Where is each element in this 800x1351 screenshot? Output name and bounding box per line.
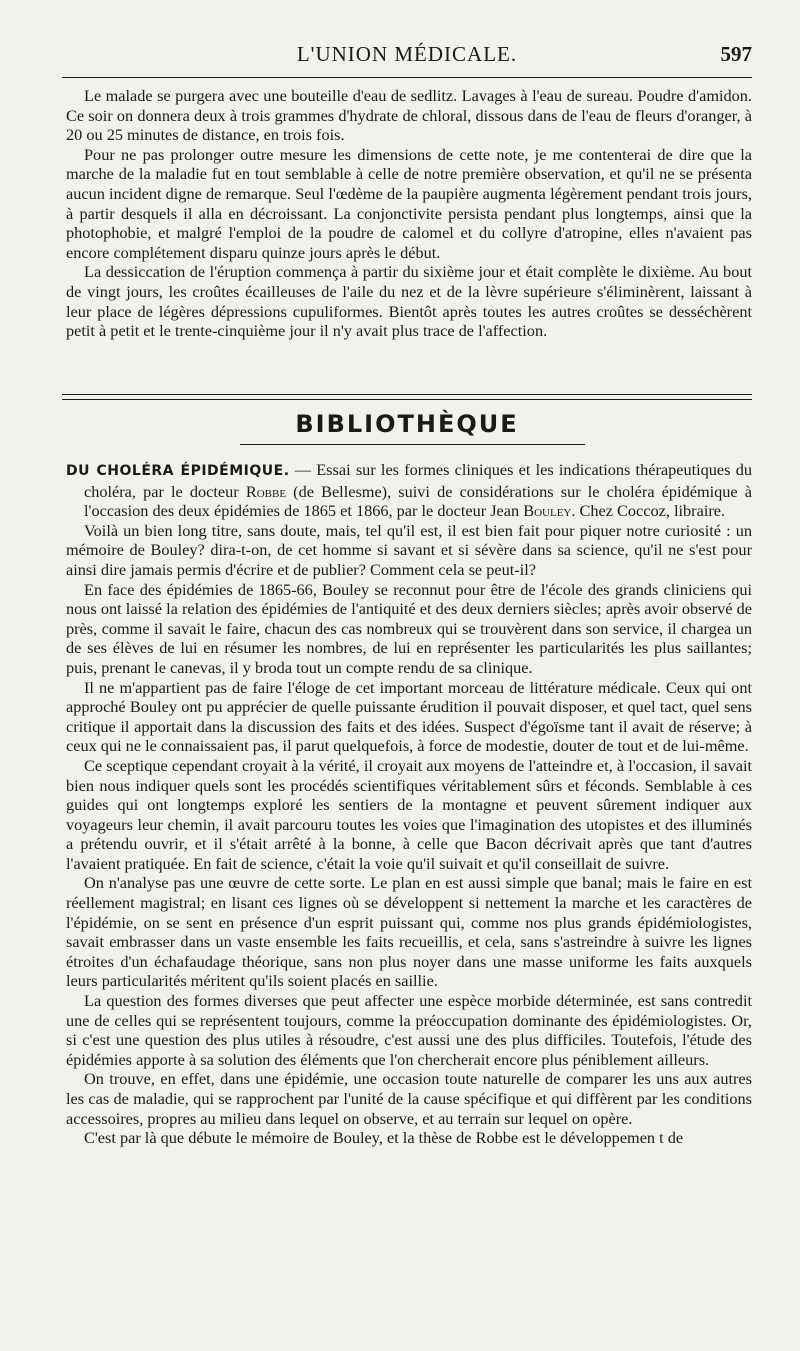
header-rule [62,77,752,78]
review-text-block [66,460,752,1148]
entry-text: (de Bellesme), suivi de considérations sur le choléra épidémique à l'occasion des deux épidémies de 1865 et 1866, par le docteur Jean [84,481,752,521]
bibliography-entry [66,460,752,521]
section-rule-bottom [62,399,752,400]
paragraph: Il ne m'appartient pas de faire l'éloge de cet important morceau de littérature médicale. Ceux qui ont approché Bouley ont pu apprécier de quelle puissante érudition il pouvait disposer, et quel tact, quel sens critique il apportait dans la discussion des faits et des idées. Suspect d'égoïsme tant il avait de réserve; à ceux qui ne le connaissaient pas, il parut quelquefois, à force de modestie, douter de tout et de lui-même. [66,677,752,756]
paragraph: La question des formes diverses que peut affecter une espèce morbide déterminée, est sans contredit une de celles qui se représentent toujours, comme la préoccupation dominante des épidémiologistes. Or, si c'est une question des plus utiles à résoudre, c'est aussi une des plus difficiles. Toutefois, l'étude des épidémies apporte à sa solution des éléments que l'on chercherait encore plus péniblement ailleurs. [66,991,752,1069]
paragraph: Le malade se purgera avec une bouteille d'eau de sedlitz. Lavages à l'eau de sureau. Poudre d'amidon. Ce soir on donnera deux à trois grammes d'hydrate de chloral, dissous dans de l'eau de fleurs d'oranger, à 20 ou 25 minutes de distance, en trois fois. [66,86,752,145]
paragraph: Ce sceptique cependant croyait à la vérité, il croyait aux moyens de l'atteindre et, à l'occasion, il savait bien nous indiquer quels sont les procédés scientifiques véritablement sûrs et féconds. Semblable à ces guides qui ont longtemps exploré les sentiers de la montagne et peuvent sûrement indiquer aux voyageurs leur chemin, il avait parcouru toutes les voies que l'imagination des utopistes et des illuminés a prétendu ouvrir, et il s'était arrêté à la bonne, à celle que Bacon décrivait après que tant d'autres l'avaient pratiquée. En fait de science, c'était la voie qu'il suivait et qu'il conseillait de suivre. [66,755,752,873]
paragraph: Voilà un bien long titre, sans doute, mais, tel qu'il est, il est bien fait pour piquer notre curiosité : un mémoire de Bouley? dira-t-on, de cet homme si savant et si sévère dans sa science, qu'il ne s'est pour ainsi dire jamais permis d'écrire et de publier? Comment cela se peut-il? [66,520,752,579]
paragraph: On trouve, en effet, dans une épidémie, une occasion toute naturelle de comparer les uns aux autres les cas de maladie, qui se rapprochent par l'unité de la cause spécifique et qui diffèrent par les conditions accessoires, propres au milieu dans lequel on observe, et au terrain sur lequel on opère. [66,1069,752,1128]
top-text-block [66,86,752,341]
section-rule-top [62,394,752,395]
entry-text: . Chez Coccoz, libraire. [571,501,726,521]
paragraph: En face des épidémies de 1865-66, Bouley se reconnut pour être de l'école des grands cliniciens qui nous ont laissé la relation des épidémies de l'antiquité et des deux derniers siècles; après avoir observé de près, comme il savait le faire, chacun des cas nombreux qui se trouvèrent dans son service, il chargea un de ses élèves de lui en résumer les nombres, de lui en représenter les particularités les plus saillantes; puis, prenant le canevas, il y broda tout un compte rendu de sa clinique. [66,579,752,677]
title-underline [240,444,585,445]
running-title: L'UNION MÉDICALE. [296,42,518,66]
section-title: BIBLIOTHÈQUE [295,410,519,438]
page-header [62,40,752,76]
entry-author: Robbe [245,481,287,501]
paragraph: On n'analyse pas une œuvre de cette sorte. Le plan en est aussi simple que banal; mais le faire en est réellement magistral; en lisant ces lignes où se développent si nettement la marche et les caractères de l'épidémie, on se sent en présence d'un esprit puissant qui, comme nos plus grands épidémiologistes, savait embrasser dans un vaste ensemble les faits recueillis, et cela, sans s'astreindre à suivre les lignes étroites d'un échafaudage théorique, sans non plus noyer dans une masse uniforme les faits auxquels leurs particularités méritent qu'ils soient placés en saillie. [66,873,752,991]
page-number: 597 [720,42,752,66]
entry-author: Bouley [523,501,572,521]
paragraph: Pour ne pas prolonger outre mesure les dimensions de cette note, je me contenterai de dire que la marche de la maladie fut en tout semblable à celle de notre première observation, et qu'il ne se présenta aucun incident digne de remarque. Seul l'œdème de la paupière augmenta légèrement pendant trois jours, à partir desquels il alla en décroissant. La conjonctivite persista pendant plus longtemps, ainsi que la photophobie, et malgré l'emploi de la poudre de calomel et du collyre d'atropine, elles n'avaient pas encore complétement disparu quinze jours après le début. [66,144,752,262]
entry-heading: DU CHOLÉRA ÉPIDÉMIQUE. [66,463,290,479]
entry-text: — Essai sur les formes cliniques et les indications thérapeutiques du choléra, par le docteur [84,460,752,501]
paragraph: La dessiccation de l'éruption commença à partir du sixième jour et était complète le dixième. Au bout de vingt jours, les croûtes écailleuses de l'aile du nez et de la lèvre supérieure s'éliminèrent, laissant à leur place de légères dépressions cupuliformes. Bientôt après toutes les autres croûtes se desséchèrent petit à petit et le trente-cinquième jour il n'y avait plus trace de l'affection. [66,262,752,341]
paragraph: C'est par là que débute le mémoire de Bouley, et la thèse de Robbe est le développemen t de [84,1128,684,1148]
